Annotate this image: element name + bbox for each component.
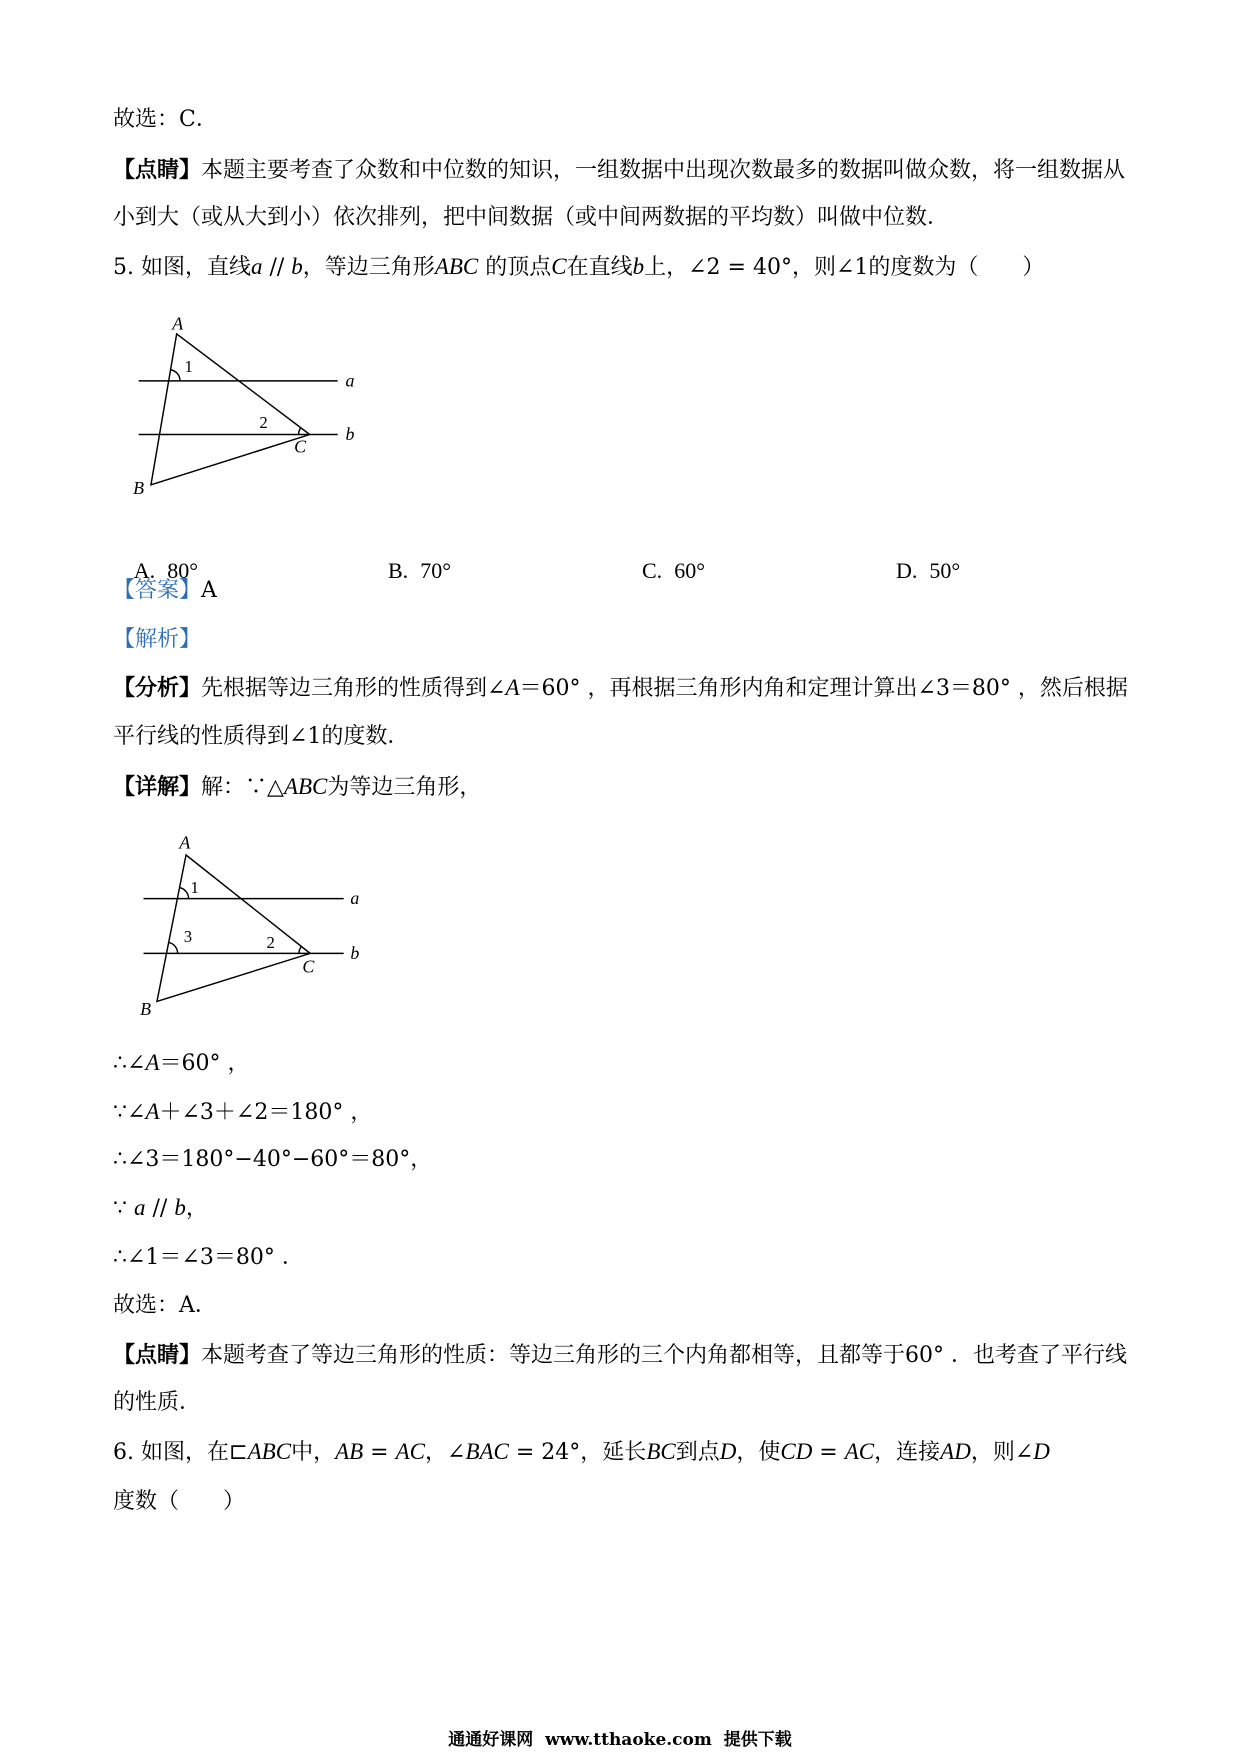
angle-3-arc [169, 942, 178, 953]
q5-analysis-continued [113, 723, 409, 751]
angle-2-arc [299, 428, 301, 435]
q5-option-b [366, 529, 451, 613]
text-run: 为等边三角形， [327, 775, 482, 800]
text-run: ，等边三角形 [302, 255, 435, 280]
text-run: ，∠ [425, 1440, 466, 1465]
line-b-label: b [345, 424, 355, 445]
math-variable: AB [335, 1439, 364, 1464]
vertex-c-label: C [302, 956, 315, 977]
angle-1-label: 1 [190, 878, 199, 898]
text-run: = [812, 1440, 845, 1465]
triangle-abc [151, 334, 310, 485]
angle-2-label: 2 [266, 932, 275, 952]
option-value: 50° [929, 558, 961, 583]
text-run: // [145, 1196, 175, 1221]
q6-stem-continued [113, 1488, 245, 1516]
q5-step-2 [113, 1098, 372, 1127]
option-value: 80° [167, 558, 198, 583]
math-variable: ABC [247, 1439, 292, 1464]
angle-1-arc [180, 888, 189, 899]
text-run: 小到大（或从大到小）依次排列，把中间数据（或中间两数据的平均数）叫做中位数． [113, 205, 950, 230]
math-variable: A [145, 1050, 160, 1075]
q4-conclusion [113, 106, 218, 134]
math-variable: C [551, 254, 567, 279]
section-label: 【点睛】 [113, 157, 202, 183]
math-variable: ABC [283, 774, 328, 799]
q5-remark [113, 1341, 1127, 1370]
q5-figure-2 [129, 828, 375, 1024]
line-a-label: a [345, 370, 355, 391]
option-letter: B. [388, 558, 409, 583]
highlight-label: 【答案】 [113, 578, 202, 603]
text-run: 解：∵△ [201, 775, 284, 800]
angle-1-label: 1 [184, 356, 193, 376]
text-run: ∵∠ [113, 1100, 146, 1125]
q4-remark [113, 156, 1125, 185]
section-label: 【点睛】 [113, 1342, 202, 1368]
page-footer: 通通好课网 www.tthaoke.com 提供下载 [448, 1730, 792, 1750]
q5-remark-continued [113, 1389, 201, 1417]
text-run: 先根据等边三角形的性质得到∠ [201, 676, 506, 701]
option-letter: C. [642, 558, 663, 583]
vertex-a-label: A [172, 313, 184, 334]
math-variable: BAC [465, 1439, 509, 1464]
q4-remark-continued [113, 204, 949, 232]
text-run: ＝60° ， [159, 1051, 250, 1076]
text-run: 故选：A． [113, 1293, 217, 1318]
highlight-label: 【解析】 [113, 627, 202, 652]
section-label: 【分析】 [113, 675, 202, 701]
text-run: ，则∠ [970, 1440, 1034, 1465]
q5-solution-heading [113, 626, 201, 654]
q5-detail [113, 773, 481, 802]
text-run: 本题考查了等边三角形的性质：等边三角形的三个内角都相等，且都等于60° ．也考查了平行线 [201, 1343, 1128, 1368]
q5-answer [113, 577, 217, 605]
text-run: ，连接 [874, 1440, 941, 1465]
text-run: 故选：C． [113, 107, 218, 132]
text-run: 5. 如图，直线 [113, 255, 251, 280]
vertex-b-label: B [140, 998, 152, 1019]
vertex-a-label: A [179, 832, 191, 853]
math-variable: AD [940, 1439, 971, 1464]
q5-figure-1 [123, 308, 369, 504]
text-run: A [201, 578, 217, 603]
q5-conclusion [113, 1292, 217, 1320]
math-variable: b [174, 1195, 186, 1220]
text-run: ∴∠ [113, 1051, 146, 1076]
q5-stem [113, 253, 1044, 282]
math-variable: D [1033, 1439, 1050, 1464]
angle-2-label: 2 [259, 412, 268, 432]
angle-1-arc [171, 370, 180, 381]
math-variable: AC [844, 1439, 875, 1464]
text-run: ＋∠3＋∠2＝180° ， [159, 1100, 373, 1125]
text-run: 的性质． [113, 1390, 202, 1415]
angle-3-label: 3 [183, 927, 193, 947]
text-run: ＝60° ，再根据三角形内角和定理计算出∠3＝80° ，然后根据 [519, 676, 1128, 701]
option-value: 60° [674, 558, 705, 583]
line-b-label: b [350, 942, 360, 963]
triangle-abc [157, 855, 310, 1001]
text-run: = [363, 1440, 396, 1465]
text-run: ∵ [113, 1196, 134, 1221]
math-variable: D [719, 1439, 737, 1464]
math-variable: a [250, 254, 263, 279]
text-run: 的顶点 [478, 255, 552, 280]
text-run: ∴∠3＝180°−40°−60°＝80°， [113, 1147, 433, 1172]
q5-option-d [874, 529, 960, 613]
text-run: ，使 [736, 1440, 781, 1465]
text-run: 上，∠2 = 40°，则∠1的度数为（ ） [644, 255, 1045, 280]
q5-step-3 [113, 1146, 432, 1174]
q6-stem [113, 1438, 1050, 1467]
angle-2-arc [299, 946, 301, 953]
option-value: 70° [420, 558, 451, 583]
q5-step-4 [113, 1194, 208, 1223]
text-run: 中， [291, 1440, 336, 1465]
text-run: 到点 [675, 1440, 720, 1465]
math-variable: AC [395, 1439, 425, 1464]
text-run: 平行线的性质得到∠1的度数． [113, 724, 410, 749]
text-run: 度数（ ） [113, 1489, 246, 1514]
text-run: ， [185, 1196, 208, 1221]
text-run: 6. 如图，在⊏ [113, 1440, 248, 1465]
math-variable: CD [780, 1439, 813, 1464]
math-variable: A [145, 1099, 160, 1124]
text-run: 本题主要考查了众数和中位数的知识，一组数据中出现次数最多的数据叫做众数，将一组数据从 [201, 158, 1126, 183]
line-a-label: a [350, 888, 360, 909]
vertex-b-label: B [133, 477, 144, 498]
q5-analysis [113, 674, 1128, 703]
q5-step-1 [113, 1049, 250, 1078]
option-letter: D. [896, 558, 918, 583]
math-variable: BC [646, 1439, 676, 1464]
math-variable: ABC [434, 254, 479, 279]
vertex-c-label: C [294, 436, 307, 457]
section-label: 【详解】 [113, 774, 202, 800]
q5-option-c [620, 529, 705, 613]
text-run: // [262, 255, 292, 280]
q5-step-5 [113, 1244, 304, 1272]
text-run: = 24°，延长 [508, 1440, 647, 1465]
text-run: ∴∠1＝∠3＝80° ． [113, 1245, 304, 1270]
text-run: 在直线 [566, 255, 633, 280]
math-variable: A [505, 675, 520, 700]
option-letter: A. [133, 558, 156, 583]
math-variable: a [134, 1195, 146, 1220]
math-variable: b [291, 254, 303, 279]
math-variable: b [632, 254, 645, 279]
